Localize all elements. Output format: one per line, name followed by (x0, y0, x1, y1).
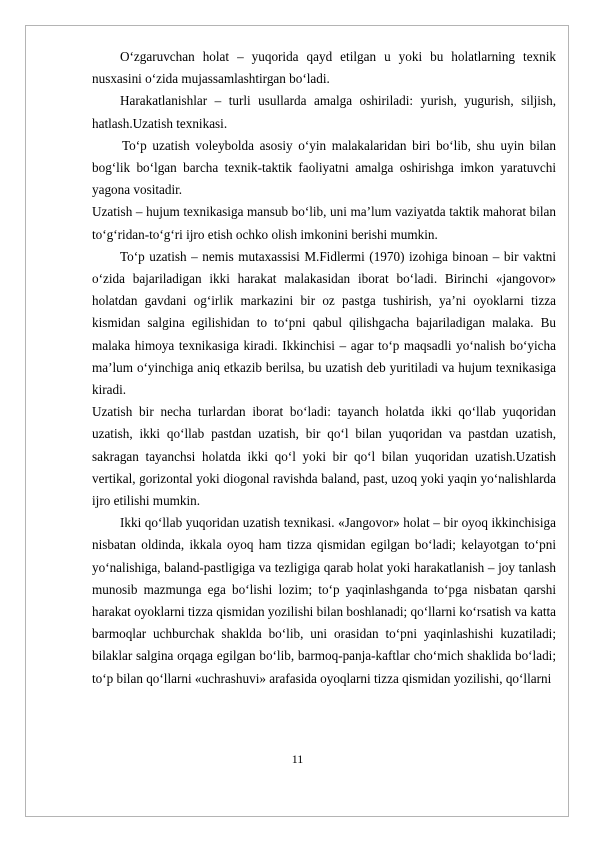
document-body (92, 46, 556, 690)
page-number: 11 (291, 752, 304, 766)
paragraph: To‘p uzatish – nemis mutaxassisi M.Fidlermi (1970) izohiga binoan – bir vaktni o‘zida bajariladigan ikki harakat malakasidan iborat bo‘ladi. Birinchi «jangovor» holatdan gavdani og‘irlik markazini bir oz pastga tushirish, ya’ni oyoklarni tizza kismidan salgina egilishidan to to‘pni qabul qilishgacha bajariladigan malaka. Bu malaka himoya texnikasiga kiradi. Ikkinchisi – agar to‘p maqsadli yo‘nalish bo‘yicha ma’lum o‘yinchiga aniq etkazib berilsa, bu uzatish deb yuritiladi va hujum texnikasiga kiradi. (92, 248, 556, 398)
paragraph: O‘zgaruvchan holat – yuqorida qayd etilgan u yoki bu holatlarning texnik nusxasini o‘zida mujassamlashtirgan bo‘ladi. (92, 49, 556, 87)
paragraph: Harakatlanishlar – turli usullarda amalga oshiriladi: yurish, yugurish, siljish, hatlash.Uzatish texnikasi. (92, 93, 556, 131)
paragraph: Uzatish – hujum texnikasiga mansub bo‘lib, uni ma’lum vaziyatda taktik mahorat bilan to‘g‘ridan-to‘g‘ri ijro etish ochko olish imkonini berishi mumkin. (92, 204, 556, 242)
paragraph: Ikki qo‘llab yuqoridan uzatish texnikasi. «Jangovor» holat – bir oyoq ikkinchisiga nisbatan oldinda, ikkala oyoq ham tizza qismidan egilgan bo‘ladi; kelayotgan to‘pni yo‘nalishiga, baland-pastligiga va tezligiga qarab holat yoki harakatlanish – joy tanlash munosib mazmunga ega bo‘lishi lozim; to‘p yaqinlashganda to‘pga nisbatan qarshi harakat oyoklarni tizza qismidan yozilishi bilan boshlanadi; qo‘llarni ko‘rsatish va katta barmoqlar uchburchak shaklda bo‘lib, uni orasidan to‘pni yaqinlashishi kuzatiladi; bilaklar salgina orqaga egilgan bo‘lib, barmoq-panja-kaftlar cho‘mich shaklida bo‘ladi; to‘p bilan qo‘llarni «uchrashuvi» arafasida oyoqlarni tizza qismidan yozilishi, qo‘llarni (92, 515, 556, 686)
paragraph: To‘p uzatish voleybolda asosiy o‘yin malakalaridan biri bo‘lib, shu uyin bilan bog‘lik bo‘lgan barcha texnik-taktik faoliyatni amalga oshirishga imkon yaratuvchi yagona vositadir. (92, 137, 556, 198)
paragraph: Uzatish bir necha turlardan iborat bo‘ladi: tayanch holatda ikki qo‘llab yuqoridan uzatish, ikki qo‘llab pastdan uzatish, bir qo‘l bilan yuqoridan va pastdan uzatish, sakragan tayanchsi holatda ikki qo‘l yoki bir qo‘l bilan yuqoridan uzatish.Uzatish vertikal, gorizontal yoki diogonal ravishda baland, past, uzoq yoki yaqin yo‘nalishlarda ijro etilishi mumkin. (92, 404, 556, 509)
